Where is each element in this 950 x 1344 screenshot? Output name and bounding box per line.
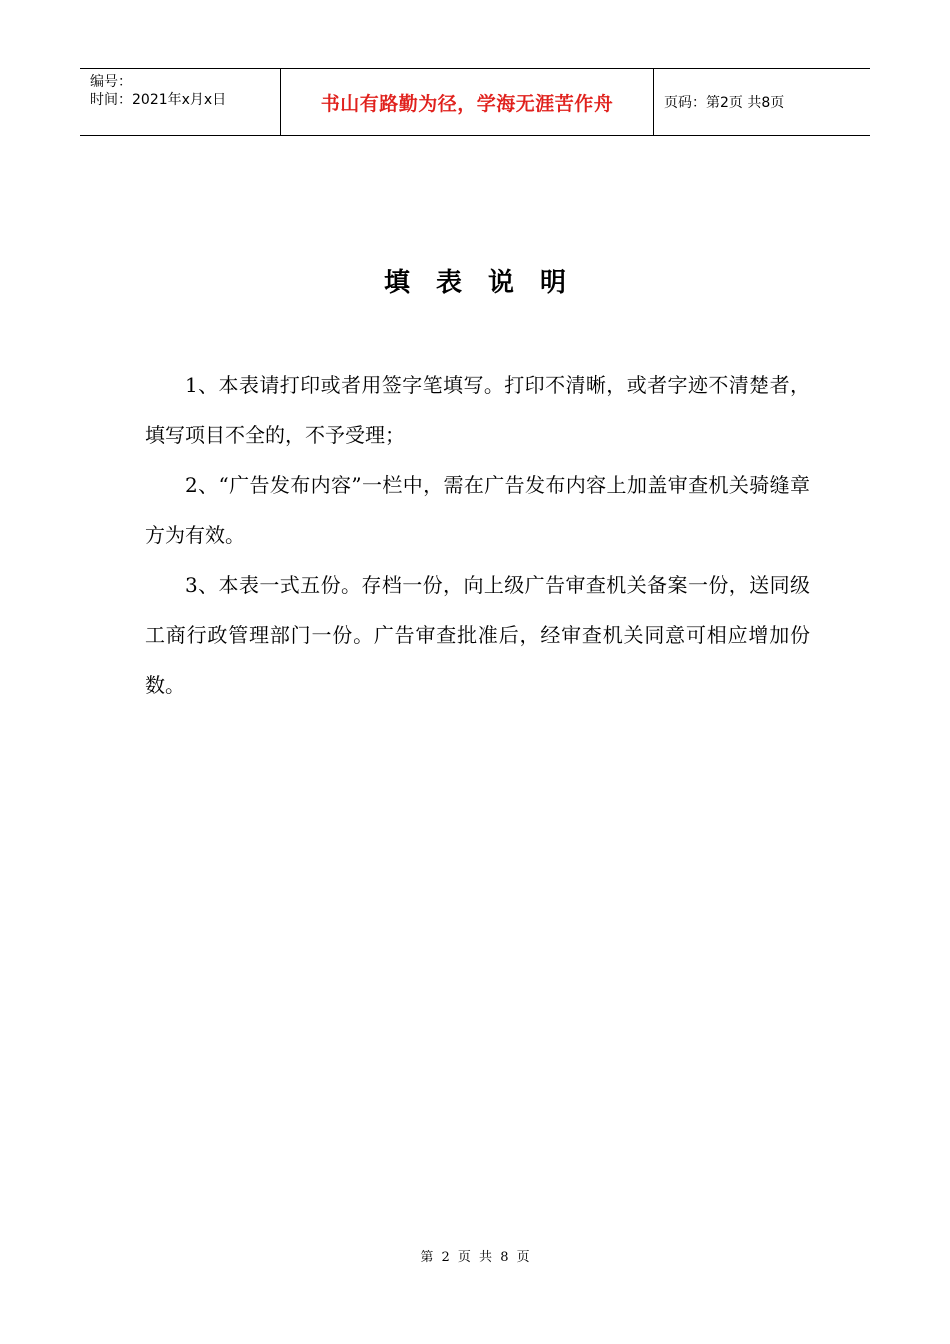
paragraph-2: 2、“广告发布内容”一栏中，需在广告发布内容上加盖审查机关骑缝章方为有效。 [145, 473, 810, 547]
page-footer: 第 2 页 共 8 页 [420, 1250, 530, 1265]
header-page-info: 页码：第2页 共8页 [664, 95, 785, 111]
header-motto: 书山有路勤为径，学海无涯苦作舟 [281, 69, 654, 135]
paragraph-3: 3、本表一式五份。存档一份，向上级广告审查机关备案一份，送同级工商行政管理部门一份。广告审查批准后，经审查机关同意可相应增加份数。 [145, 573, 810, 697]
document-number-label: 编号： [90, 74, 132, 90]
document-body [145, 360, 810, 710]
header-meta [80, 69, 281, 135]
paragraph-1: 1、本表请打印或者用签字笔填写。打印不清晰，或者字迹不清楚者，填写项目不全的，不予受理； [145, 373, 810, 447]
document-title: 填表说明 [383, 268, 592, 298]
document-time-label: 时间：2021年x月x日 [90, 92, 227, 108]
page-header [80, 68, 870, 136]
